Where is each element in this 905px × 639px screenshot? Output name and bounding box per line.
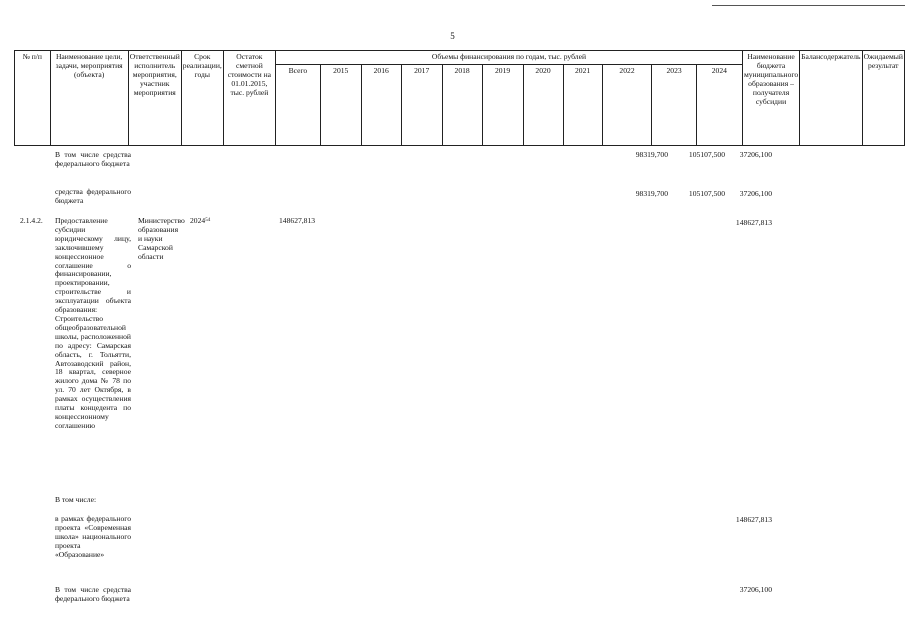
row-code: 2.1.4.2. <box>20 216 43 225</box>
header-col-responsible: Ответственный исполнитель мероприятия, участник мероприятия <box>128 51 181 146</box>
row-name: В том числе: <box>55 495 97 504</box>
header-year: 2019 <box>482 65 523 146</box>
row-name: средства федерального бюджета <box>55 187 131 205</box>
row-value-total: 148627,813 <box>279 216 316 225</box>
header-year: 2023 <box>652 65 696 146</box>
row-value-2024: 148627,813 <box>735 218 772 227</box>
row-value-2024: 37206,100 <box>739 150 772 159</box>
header-year: 2018 <box>442 65 482 146</box>
row-term-footnote: 54 <box>205 218 211 223</box>
row-value-2022: 98319,700 <box>635 189 668 198</box>
page-number: 5 <box>450 31 455 41</box>
row-value-2024: 37206,100 <box>739 189 772 198</box>
row-name: В том числе средства федерального бюджета <box>55 150 131 168</box>
header-col-term: Срок реализации, годы <box>181 51 223 146</box>
row-name: В том числе средства федерального бюджета <box>55 585 131 603</box>
header-col-recipient: Наименование бюджета муниципального образования – получателя субсидии <box>742 51 799 146</box>
row-term <box>190 217 220 226</box>
row-responsible: Министерство образования и науки Самарской области <box>138 216 185 261</box>
funding-table-header <box>14 50 905 146</box>
header-year: 2015 <box>320 65 361 146</box>
header-year: 2020 <box>523 65 563 146</box>
header-col-result: Ожидаемый результат <box>862 51 904 146</box>
header-col-balance: Остаток сметной стоимости на 01.01.2015, тыс. рублей <box>223 51 275 146</box>
row-value-2024: 37206,100 <box>739 585 772 594</box>
row-name: Предоставление субсидии юридическому лицу, заключившему концессионное соглашение о финансировании, проектировании, строительстве и эксплуатации объекта образования: Строительство общеобразовательной школы, расположенной по адресу: Самарская область, г. Тольятти, Автозаводский район, 18 квартал, северное жилого дома № 78 по ул. 70 лет Октября, в рамках осуществления платы концедента по концессионному соглашению <box>55 216 131 430</box>
header-year: 2021 <box>563 65 602 146</box>
header-col-funding: Объемы финансирования по годам, тыс. рублей <box>275 51 742 65</box>
header-year: 2024 <box>696 65 742 146</box>
header-col-holder: Балансодержатель <box>800 51 862 146</box>
row-name: в рамках федерального проекта «Современная школа» национального проекта «Образование» <box>55 514 131 559</box>
row-value-2023: 105107,500 <box>688 150 725 159</box>
header-col-total: Всего <box>275 65 320 146</box>
row-term-year: 2024 <box>190 216 206 225</box>
row-value-2022: 98319,700 <box>635 150 668 159</box>
row-value-2023: 105107,500 <box>688 189 725 198</box>
header-year: 2016 <box>361 65 401 146</box>
page-top-rule <box>712 5 905 6</box>
header-col-name: Наименование цели, задачи, мероприятия (объекта) <box>50 51 128 146</box>
header-year: 2017 <box>401 65 442 146</box>
header-year: 2022 <box>602 65 652 146</box>
header-col-no: № п/п <box>15 51 51 146</box>
row-value-2024: 148627,813 <box>735 515 772 524</box>
